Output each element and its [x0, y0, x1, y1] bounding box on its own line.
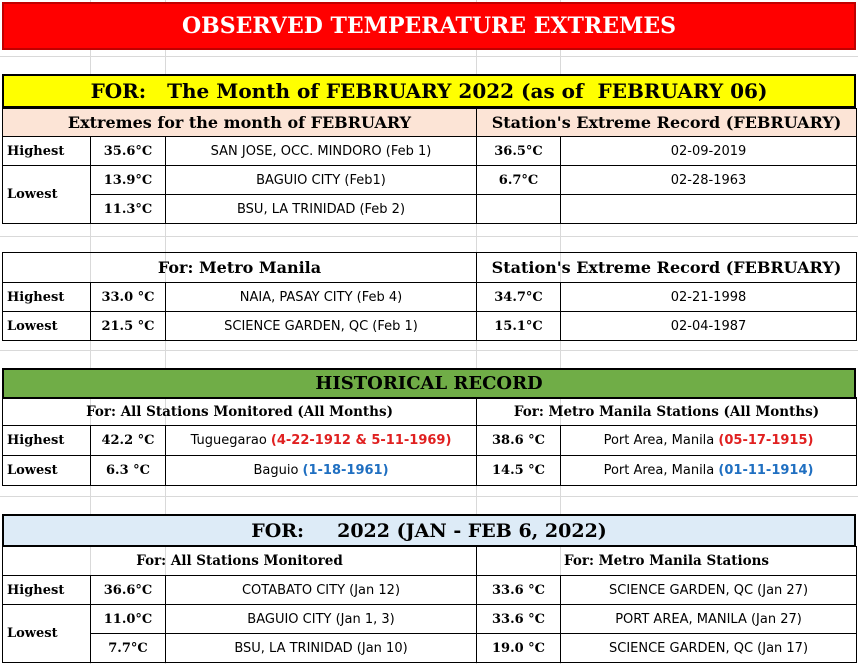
station-place: BSU, LA TRINIDAD (Jan 10) [166, 634, 477, 663]
year-right-header: For: Metro Manila Stations [477, 547, 857, 576]
mm-station-place: PORT AREA, MANILA (Jan 27) [561, 605, 857, 634]
record-date: 02-28-1963 [561, 166, 857, 195]
station-place: NAIA, PASAY CITY (Feb 4) [166, 283, 477, 312]
record-date [561, 195, 857, 224]
lowest-label: Lowest [3, 166, 91, 224]
record-date: 02-04-1987 [561, 312, 857, 341]
station-place: BSU, LA TRINIDAD (Feb 2) [166, 195, 477, 224]
page-title [2, 2, 856, 50]
station-place: SCIENCE GARDEN, QC (Feb 1) [166, 312, 477, 341]
record-value: 14.5 °C [477, 456, 561, 486]
station-place [166, 456, 477, 486]
year-title: FOR: 2022 (JAN - FEB 6, 2022) [251, 519, 607, 542]
table-row [3, 283, 857, 312]
mm-temp-value: 19.0 °C [477, 634, 561, 663]
mm-temp-value: 33.6 °C [477, 576, 561, 605]
year-table [2, 546, 857, 663]
table-row [3, 456, 857, 486]
place-name: Tuguegarao [190, 433, 267, 448]
historical-left-header: For: All Stations Monitored (All Months) [3, 398, 477, 426]
table-row [3, 166, 857, 195]
mm-station-place: SCIENCE GARDEN, QC (Jan 27) [561, 576, 857, 605]
record-value: 34.7°C [477, 283, 561, 312]
highest-label: Highest [3, 426, 91, 456]
historical-table [2, 397, 857, 486]
place-name: Port Area, Manila [603, 463, 715, 478]
temp-value: 11.0°C [91, 605, 166, 634]
table-row [3, 312, 857, 341]
month-banner [2, 74, 856, 108]
place-name: Port Area, Manila [603, 433, 715, 448]
record-date: (01-11-1914) [718, 463, 814, 478]
historical-right-header: For: Metro Manila Stations (All Months) [477, 398, 857, 426]
record-value: 6.7°C [477, 166, 561, 195]
metro-manila-table [2, 252, 857, 341]
record-date: 02-21-1998 [561, 283, 857, 312]
station-place: COTABATO CITY (Jan 12) [166, 576, 477, 605]
station-place: SAN JOSE, OCC. MINDORO (Feb 1) [166, 137, 477, 166]
station-place: BAGUIO CITY (Jan 1, 3) [166, 605, 477, 634]
month-left-header: Extremes for the month of FEBRUARY [3, 109, 477, 137]
place-name: Baguio [253, 463, 299, 478]
record-value: 38.6 °C [477, 426, 561, 456]
table-row [3, 605, 857, 634]
temp-value: 42.2 °C [91, 426, 166, 456]
title-text: OBSERVED TEMPERATURE EXTREMES [182, 13, 676, 39]
mm-temp-value: 33.6 °C [477, 605, 561, 634]
table-row [3, 137, 857, 166]
year-left-header: For: All Stations Monitored [3, 547, 477, 576]
mm-station-place [561, 426, 857, 456]
historical-banner [2, 368, 856, 399]
station-place [166, 426, 477, 456]
record-value [477, 195, 561, 224]
temp-value: 36.6°C [91, 576, 166, 605]
temp-value: 7.7°C [91, 634, 166, 663]
temp-value: 35.6°C [91, 137, 166, 166]
temp-value: 33.0 °C [91, 283, 166, 312]
record-value: 36.5°C [477, 137, 561, 166]
table-row [3, 576, 857, 605]
temp-value: 6.3 °C [91, 456, 166, 486]
highest-label: Highest [3, 283, 91, 312]
month-right-header: Station's Extreme Record (FEBRUARY) [477, 109, 857, 137]
metro-right-header: Station's Extreme Record (FEBRUARY) [477, 253, 857, 283]
record-date: 02-09-2019 [561, 137, 857, 166]
record-date: (4-22-1912 & 5-11-1969) [270, 433, 452, 448]
temp-value: 11.3°C [91, 195, 166, 224]
year-banner [2, 514, 856, 547]
table-row [3, 426, 857, 456]
table-row [3, 634, 857, 663]
highest-label: Highest [3, 137, 91, 166]
mm-station-place: SCIENCE GARDEN, QC (Jan 17) [561, 634, 857, 663]
record-date: (1-18-1961) [302, 463, 389, 478]
lowest-label: Lowest [3, 312, 91, 341]
month-extremes-table [2, 108, 857, 224]
historical-title: HISTORICAL RECORD [315, 373, 543, 394]
temp-value: 13.9°C [91, 166, 166, 195]
metro-left-header: For: Metro Manila [3, 253, 477, 283]
lowest-label: Lowest [3, 605, 91, 663]
station-place: BAGUIO CITY (Feb1) [166, 166, 477, 195]
record-date: (05-17-1915) [718, 433, 814, 448]
mm-station-place [561, 456, 857, 486]
table-row [3, 195, 857, 224]
record-value: 15.1°C [477, 312, 561, 341]
lowest-label: Lowest [3, 456, 91, 486]
highest-label: Highest [3, 576, 91, 605]
month-title: FOR: The Month of FEBRUARY 2022 (as of FEBRUARY 06) [90, 79, 768, 103]
temp-value: 21.5 °C [91, 312, 166, 341]
